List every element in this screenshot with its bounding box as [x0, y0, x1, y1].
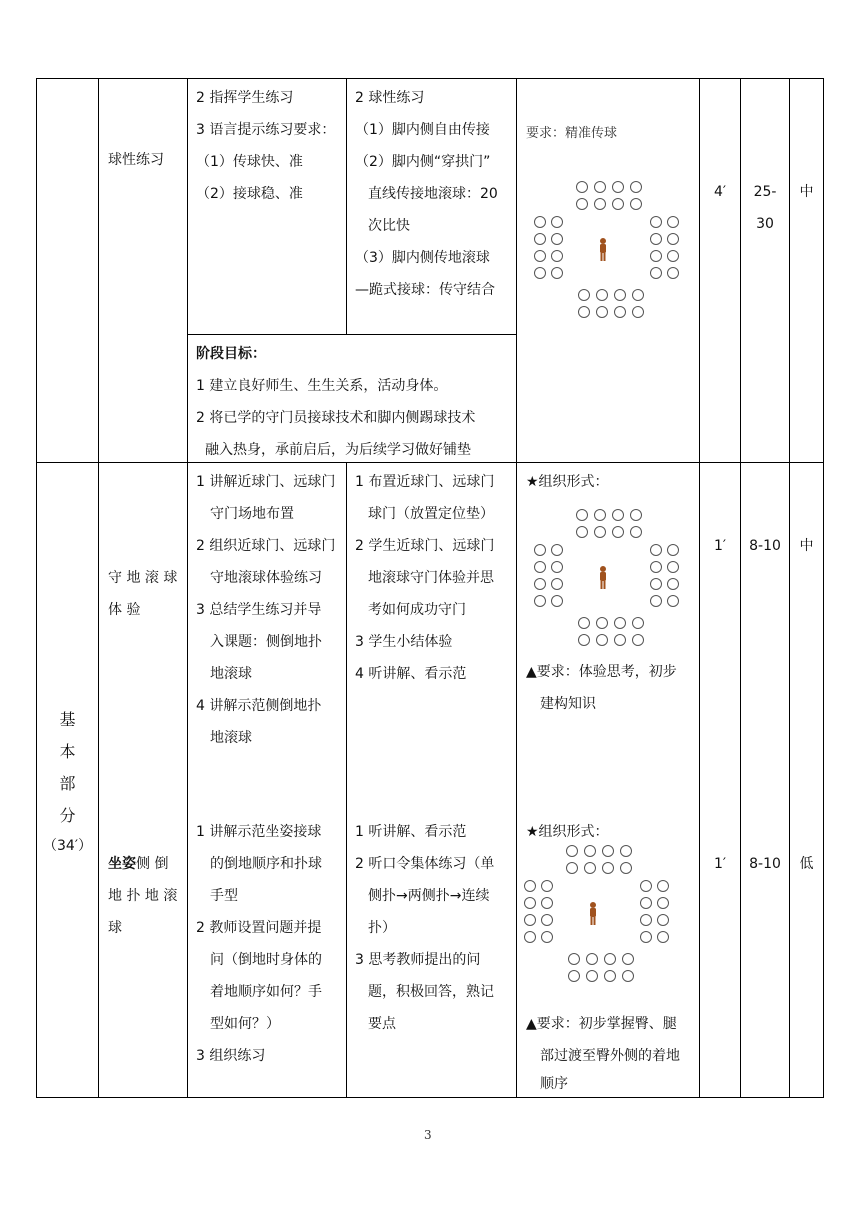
row1-teacher-line: 2 指挥学生练习 [196, 90, 294, 106]
player-circle [651, 268, 662, 279]
row3-teacher-line: 1 讲解示范坐姿接球 [196, 824, 322, 840]
player-circle [552, 268, 563, 279]
teacher-head-icon [600, 238, 606, 244]
player-circle [613, 527, 624, 538]
row1-time: 4′ [713, 184, 727, 200]
player-circle [525, 932, 536, 943]
section-char: 基 [59, 710, 76, 729]
row2-teacher-line: 2 组织近球门、远球门 [196, 538, 336, 554]
row3-teacher-line: 手型 [210, 888, 238, 904]
formation-diagram [520, 842, 680, 984]
player-circle [658, 898, 669, 909]
player-circle [613, 182, 624, 193]
player-circle [668, 562, 679, 573]
player-circle [651, 251, 662, 262]
row1-student-line: 2 球性练习 [355, 90, 425, 106]
formation-diagram [530, 506, 690, 648]
player-circle [631, 527, 642, 538]
player-circle [552, 545, 563, 556]
player-circle [579, 290, 590, 301]
row2-teacher-line: 4 讲解示范侧倒地扑 [196, 698, 322, 714]
row2-student-line: 4 听讲解、看示范 [355, 666, 467, 682]
row2-content: 守 地 滚 球 [108, 570, 178, 586]
teacher-leg-icon [601, 253, 603, 261]
player-circle [535, 596, 546, 607]
row1-student-line: （3）脚内侧传地滚球 [355, 250, 490, 266]
player-circle [569, 954, 580, 965]
row1-student-line: 次比快 [368, 218, 410, 234]
section-duration: （34′） [43, 838, 92, 854]
row2-teacher-line: 地滚球 [210, 666, 252, 682]
player-circle [587, 954, 598, 965]
teacher-leg-icon [601, 581, 603, 589]
player-circle [577, 199, 588, 210]
player-circle [641, 915, 652, 926]
row2-student-line: 3 学生小结体验 [355, 634, 453, 650]
player-circle [641, 932, 652, 943]
row2-org-title: ★组织形式： [526, 474, 609, 490]
player-circle [567, 863, 578, 874]
stage-goal: 1 建立良好师生、生生关系，活动身体。 [196, 378, 448, 394]
row3-intensity: 低 [799, 856, 814, 872]
player-circle [615, 635, 626, 646]
player-circle [651, 545, 662, 556]
player-circle [525, 915, 536, 926]
row3-count: 8-10 [749, 856, 781, 872]
row3-org-requirement: 部过渡至臀外侧的着地 [540, 1048, 680, 1064]
player-circle [668, 268, 679, 279]
player-circle [535, 562, 546, 573]
row2-student-line: 地滚球守门体验并思 [368, 570, 494, 586]
player-circle [597, 307, 608, 318]
row1-student-line: —跪式接球：传守结合 [355, 282, 495, 298]
player-circle [621, 863, 632, 874]
player-circle [633, 618, 644, 629]
row3-teacher-line: 的倒地顺序和扑球 [210, 856, 322, 872]
row2-count: 8-10 [749, 538, 781, 554]
player-circle [577, 510, 588, 521]
row1-student-line: （1）脚内侧自由传接 [355, 122, 490, 138]
player-circle [633, 290, 644, 301]
section-char: 本 [59, 742, 76, 761]
player-circle [633, 635, 644, 646]
player-circle [615, 618, 626, 629]
formation-diagram [530, 178, 690, 320]
player-circle [535, 268, 546, 279]
row3-org-title: ★组织形式： [526, 824, 609, 840]
row2-time: 1′ [713, 538, 727, 554]
player-circle [658, 881, 669, 892]
row3-student-line: 侧扑→两侧扑→连续 [368, 888, 490, 904]
player-circle [587, 971, 598, 982]
row2-teacher-line: 3 总结学生练习并导 [196, 602, 322, 618]
player-circle [525, 881, 536, 892]
player-circle [623, 954, 634, 965]
player-circle [577, 182, 588, 193]
teacher-head-icon [590, 902, 596, 908]
player-circle [585, 863, 596, 874]
player-circle [595, 510, 606, 521]
row3-content [108, 848, 168, 880]
row3-content-text: 侧 倒 [136, 856, 169, 872]
player-circle [579, 618, 590, 629]
player-circle [668, 579, 679, 590]
player-circle [605, 971, 616, 982]
row2-teacher-line: 地滚球 [210, 730, 252, 746]
player-circle [595, 527, 606, 538]
row3-org-requirement: 顺序 [540, 1076, 568, 1092]
player-circle [542, 932, 553, 943]
row3-teacher-line: 3 组织练习 [196, 1048, 266, 1064]
row3-content: 球 [108, 920, 122, 936]
player-circle [552, 562, 563, 573]
row2-student-line: 考如何成功守门 [368, 602, 466, 618]
player-circle [631, 182, 642, 193]
row1-student-line: （2）脚内侧“穿拱门” [355, 154, 491, 170]
teacher-leg-icon [604, 581, 606, 589]
row3-org-requirement: ▲要求：初步掌握臀、腿 [526, 1016, 677, 1032]
row3-student-line: 扑） [368, 920, 396, 936]
player-circle [577, 527, 588, 538]
row3-content-bold: 坐姿 [108, 856, 136, 872]
player-circle [597, 635, 608, 646]
player-circle [552, 579, 563, 590]
player-circle [651, 234, 662, 245]
row3-student-line: 3 思考教师提出的问 [355, 952, 481, 968]
player-circle [569, 971, 580, 982]
row2-teacher-line: 守地滚球体验练习 [210, 570, 322, 586]
row3-time: 1′ [713, 856, 727, 872]
player-circle [668, 217, 679, 228]
row1-student-line: 直线传接地滚球：20 [368, 186, 498, 202]
section-char: 分 [59, 806, 76, 825]
player-circle [668, 596, 679, 607]
player-circle [651, 596, 662, 607]
stage-goal: 融入热身，承前启后，为后续学习做好铺垫 [205, 442, 471, 458]
row1-count-1: 25- [753, 184, 777, 200]
player-circle [552, 251, 563, 262]
teacher-leg-icon [594, 917, 596, 925]
player-circle [631, 199, 642, 210]
player-circle [567, 846, 578, 857]
row1-content: 球性练习 [108, 152, 164, 168]
player-circle [603, 846, 614, 857]
player-circle [597, 290, 608, 301]
row1-teacher-line: （1）传球快、准 [196, 154, 303, 170]
player-circle [579, 635, 590, 646]
row2-student-line: 1 布置近球门、远球门 [355, 474, 495, 490]
player-circle [597, 618, 608, 629]
player-circle [631, 510, 642, 521]
row3-teacher-line: 问（倒地时身体的 [210, 952, 322, 968]
player-circle [542, 915, 553, 926]
player-circle [542, 881, 553, 892]
player-circle [668, 251, 679, 262]
player-circle [535, 217, 546, 228]
row1-teacher-line: 3 语言提示练习要求： [196, 122, 336, 138]
player-circle [615, 307, 626, 318]
section-char: 部 [59, 774, 76, 793]
row1-teacher-line: （2）接球稳、准 [196, 186, 303, 202]
row3-student-line: 2 听口令集体练习（单 [355, 856, 495, 872]
stage-goal: 2 将已学的守门员接球技术和脚内侧踢球技术 [196, 410, 476, 426]
row3-teacher-line: 型如何？） [210, 1016, 280, 1032]
teacher-head-icon [600, 566, 606, 572]
teacher-body-icon [590, 908, 596, 917]
player-circle [621, 846, 632, 857]
row3-content: 地 扑 地 滚 [108, 888, 178, 904]
player-circle [651, 562, 662, 573]
player-circle [552, 234, 563, 245]
teacher-leg-icon [604, 253, 606, 261]
player-circle [668, 545, 679, 556]
player-circle [651, 217, 662, 228]
player-circle [651, 579, 662, 590]
teacher-body-icon [600, 244, 606, 253]
player-circle [585, 846, 596, 857]
row2-intensity: 中 [799, 538, 814, 554]
player-circle [641, 898, 652, 909]
player-circle [525, 898, 536, 909]
player-circle [668, 234, 679, 245]
player-circle [633, 307, 644, 318]
player-circle [658, 915, 669, 926]
player-circle [552, 217, 563, 228]
player-circle [605, 954, 616, 965]
row2-student-line: 球门（放置定位垫） [368, 506, 494, 522]
player-circle [535, 234, 546, 245]
player-circle [579, 307, 590, 318]
row2-org-requirement: ▲要求：体验思考，初步 [526, 664, 677, 680]
player-circle [641, 881, 652, 892]
row3-student-line: 要点 [368, 1016, 396, 1032]
row1-org-requirement: 要求：精准传球 [526, 126, 618, 141]
player-circle [595, 199, 606, 210]
row3-student-line: 题，积极回答，熟记 [368, 984, 494, 1000]
row3-teacher-line: 2 教师设置问题并提 [196, 920, 322, 936]
row2-teacher-line: 守门场地布置 [210, 506, 294, 522]
player-circle [535, 251, 546, 262]
player-circle [615, 290, 626, 301]
player-circle [658, 932, 669, 943]
row1-intensity: 中 [799, 184, 814, 200]
player-circle [542, 898, 553, 909]
row2-student-line: 2 学生近球门、远球门 [355, 538, 495, 554]
page-number: 3 [424, 1128, 432, 1142]
row3-student-line: 1 听讲解、看示范 [355, 824, 467, 840]
player-circle [613, 510, 624, 521]
row1-count-2: 30 [756, 216, 774, 232]
row2-teacher-line: 1 讲解近球门、远球门 [196, 474, 336, 490]
player-circle [603, 863, 614, 874]
row3-teacher-line: 着地顺序如何？手 [210, 984, 322, 1000]
row2-teacher-line: 入课题：侧倒地扑 [210, 634, 322, 650]
player-circle [535, 579, 546, 590]
row2-org-requirement: 建构知识 [540, 696, 596, 712]
player-circle [595, 182, 606, 193]
player-circle [535, 545, 546, 556]
stage-goals-title: 阶段目标： [196, 346, 266, 362]
teacher-body-icon [600, 572, 606, 581]
player-circle [613, 199, 624, 210]
player-circle [552, 596, 563, 607]
player-circle [623, 971, 634, 982]
row2-content: 体 验 [108, 602, 141, 618]
teacher-leg-icon [591, 917, 593, 925]
